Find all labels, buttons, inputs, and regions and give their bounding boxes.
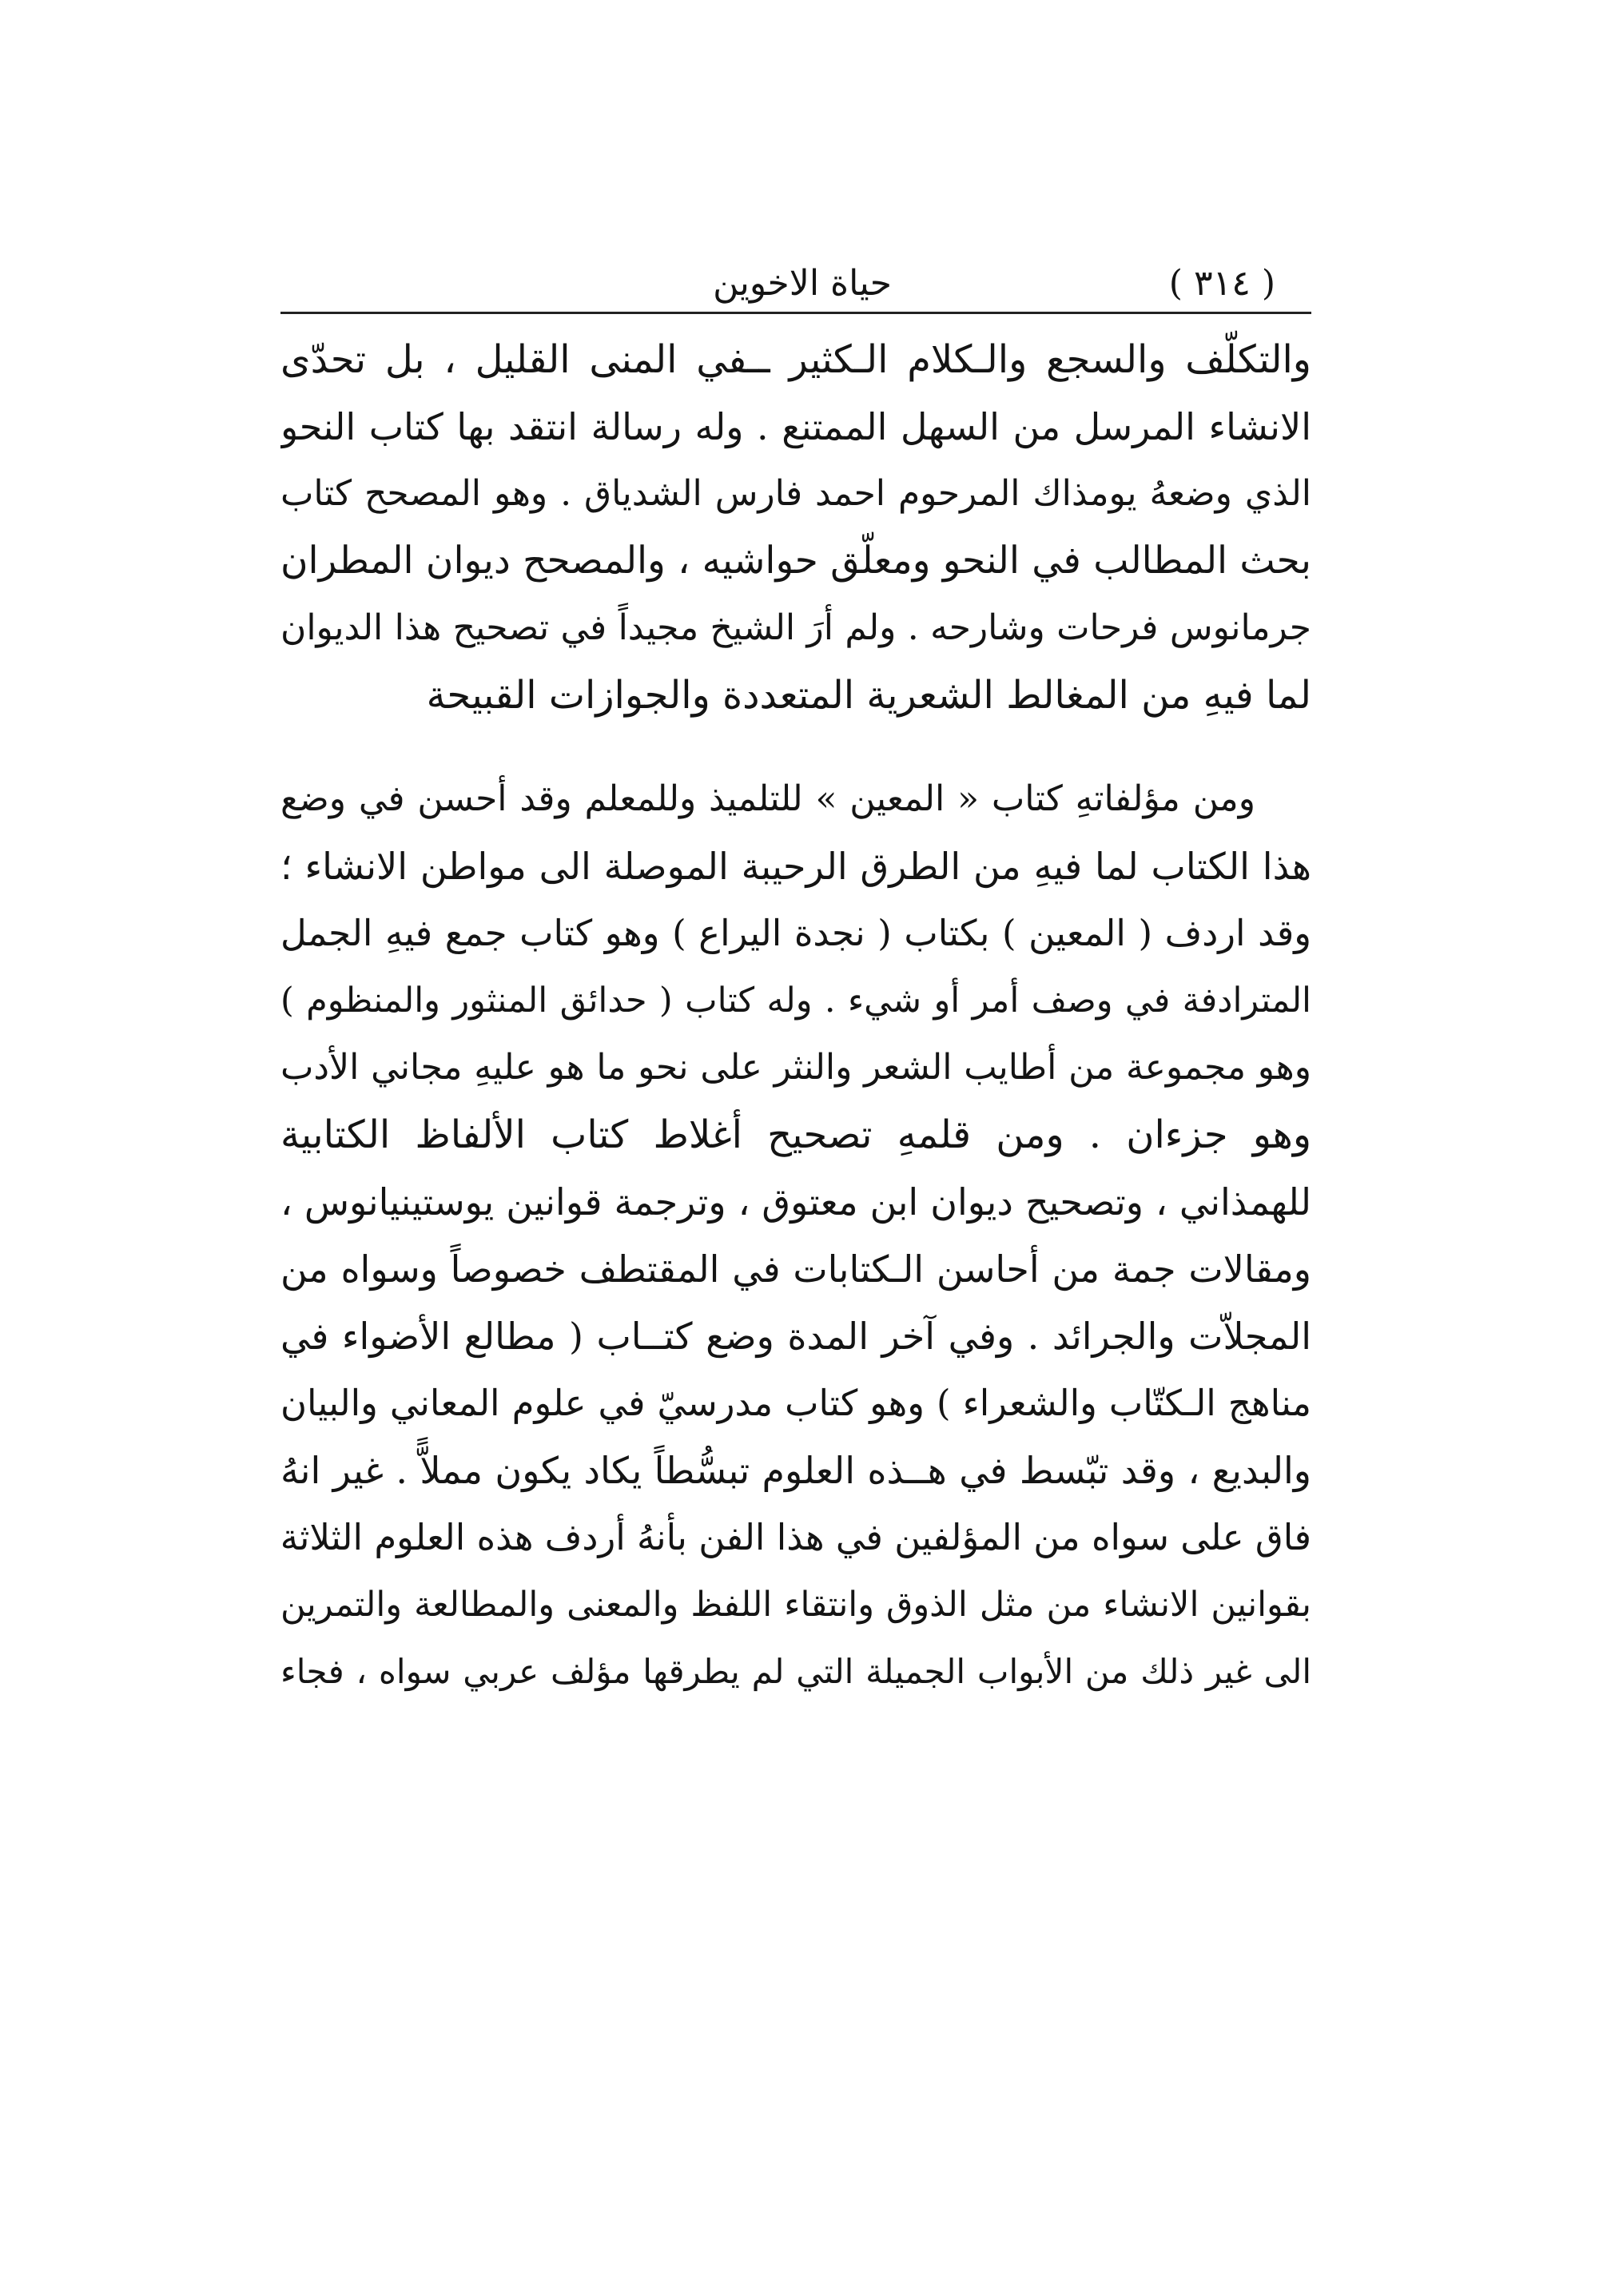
text-line: المترادفة في وصف أمر أو شيء . وله كتاب ( حدائق المنثور والمنظوم ) <box>280 981 1311 1021</box>
text-line: وهو جزءان . ومن قلمهِ تصحيح أغلاط كتاب الألفاظ الكتابية <box>280 1112 1311 1157</box>
text-line: ومقالات جمة من أحاسن الـكتابات في المقتطف خصوصاً وسواه من <box>280 1247 1311 1291</box>
text-line: وهو مجموعة من أطايب الشعر والنثر على نحو ما هو عليهِ مجاني الأدب <box>280 1047 1311 1088</box>
text-line: الذي وضعهُ يومذاك المرحوم احمد فارس الشدياق . وهو المصحح كتاب <box>280 473 1311 514</box>
text-line: بقوانين الانشاء من مثل الذوق وانتقاء اللفظ والمعنى والمطالعة والتمرين <box>280 1585 1311 1625</box>
text-line: المجلاّت والجرائد . وفي آخر المدة وضع كتــاب ( مطالع الأضواء في <box>280 1315 1311 1358</box>
text-line: ومن مؤلفاتهِ كتاب « المعين » للتلميذ وللمعلم وقد أحسن في وضع <box>280 778 1255 819</box>
text-line: والبديع ، وقد تبّسط في هــذه العلوم تبسُّطاً يكاد يكون مملاًّ . غير انهُ <box>280 1449 1311 1492</box>
running-title: حياة الاخوين <box>713 263 892 304</box>
text-line: الى غير ذلك من الأبواب الجميلة التي لم يطرقها مؤلف عربي سواه ، فجاء <box>280 1652 1311 1691</box>
page-number: ( ٣١٤ ) <box>1168 263 1275 304</box>
text-line: للهمذاني ، وتصحيح ديوان ابن معتوق ، وترجمة قوانين يوستينيانوس ، <box>280 1180 1311 1224</box>
text-line: بحث المطالب في النحو ومعلّق حواشيه ، والمصحح ديوان المطران <box>280 539 1311 583</box>
text-line: مناهج الـكتّاب والشعراء ) وهو كتاب مدرسيّ في علوم المعاني والبيان <box>280 1382 1311 1424</box>
text-line: فاق على سواه من المؤلفين في هذا الفن بأنهُ أردف هذه العلوم الثلاثة <box>280 1516 1311 1558</box>
text-line: وقد اردف ( المعين ) بكتاب ( نجدة اليراع ) وهو كتاب جمع فيهِ الجمل <box>280 912 1311 954</box>
body-text <box>280 326 1311 1705</box>
page-header <box>245 260 1275 316</box>
paragraph-1 <box>280 326 1311 729</box>
text-line: الانشاء المرسل من السهل الممتنع . وله رسالة انتقد بها كتاب النحو <box>280 405 1311 448</box>
text-line: جرمانوس فرحات وشارحه . ولم أرَ الشيخ مجيداً في تصحيح هذا الديوان <box>280 607 1311 648</box>
text-line: لما فيهِ من المغالط الشعرية المتعددة والجوازات القبيحة <box>426 673 1311 718</box>
text-line: والتكلّف والسجع والـكلام الـكثير ــفي المنى القليل ، بل تحدّى <box>280 337 1311 382</box>
text-line: هذا الكتاب لما فيهِ من الطرق الرحيبة الموصلة الى مواطن الانشاء ؛ <box>280 845 1311 888</box>
paragraph-2 <box>280 766 1311 1705</box>
header-rule <box>280 312 1311 314</box>
paragraph-gap <box>280 729 1311 766</box>
